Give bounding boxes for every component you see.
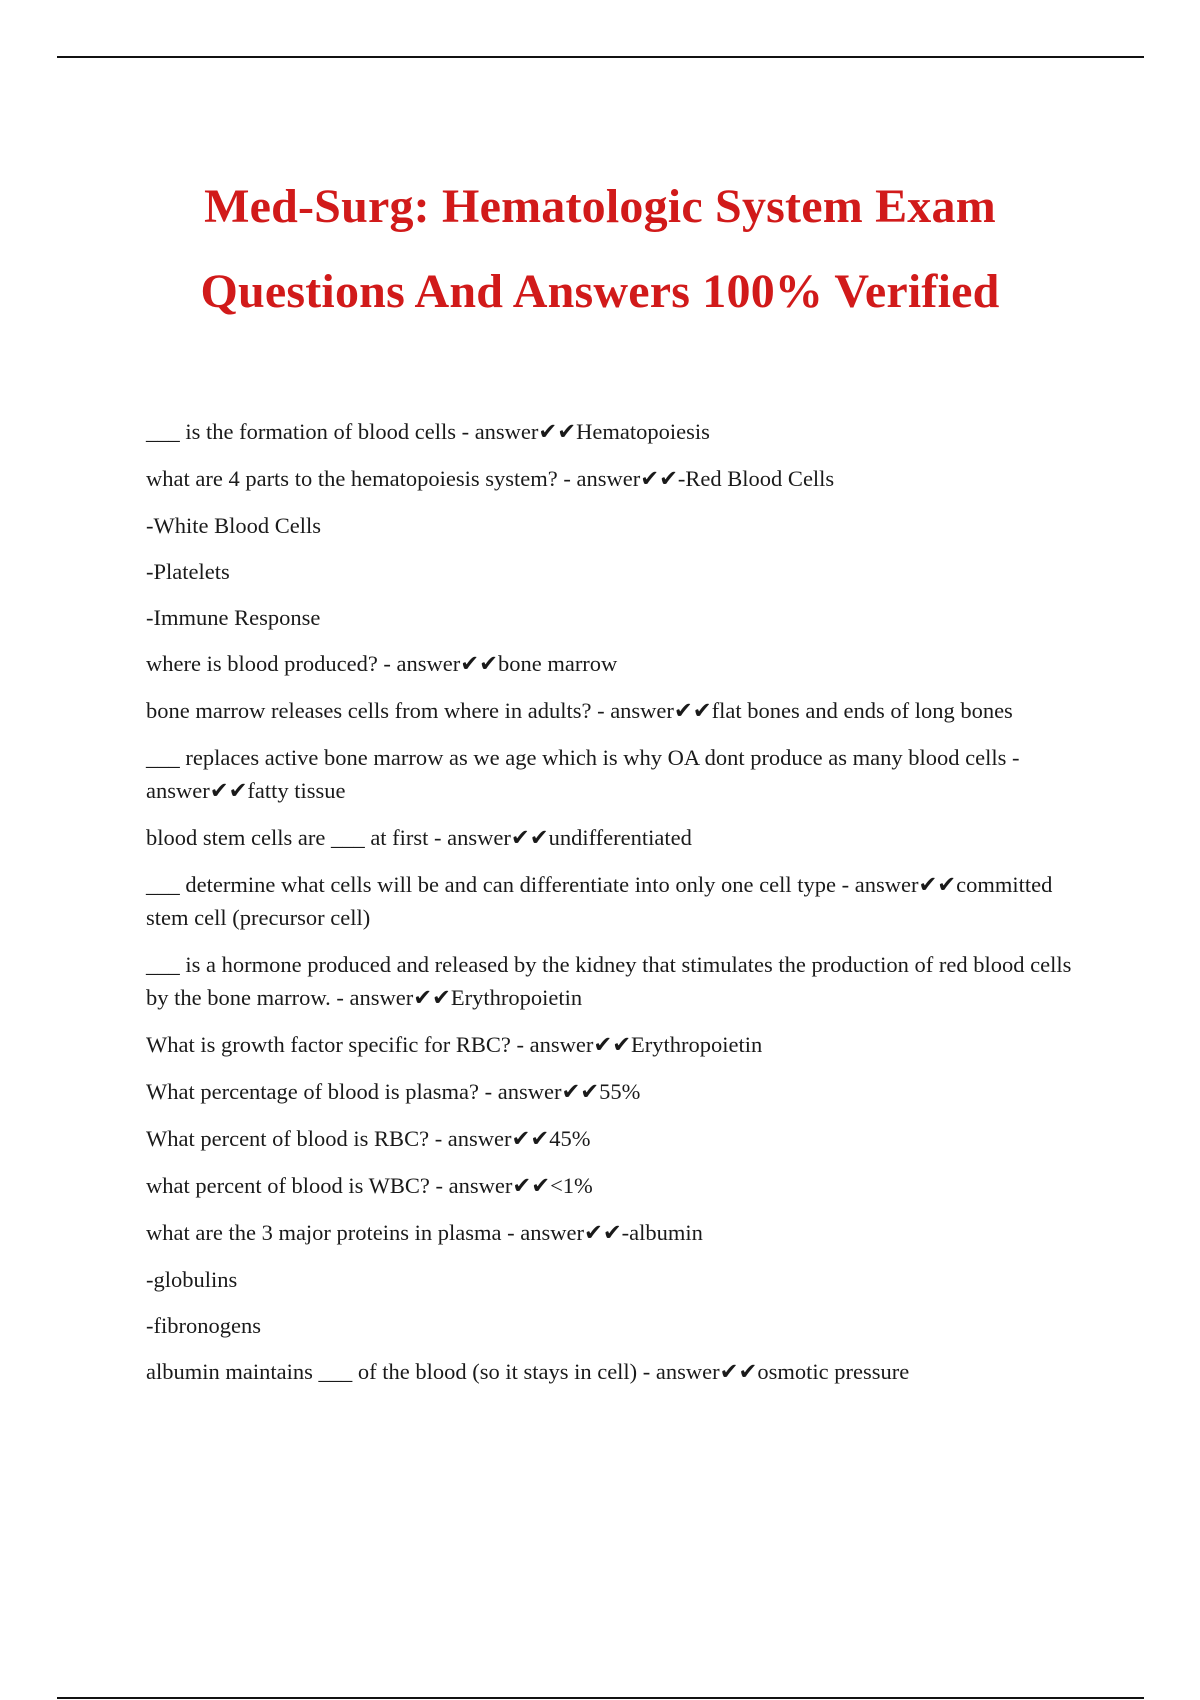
qa-paragraph: -globulins (146, 1267, 238, 1292)
qa-paragraph: ___ is a hormone produced and released by the kidney that stimulates the production of red blood cells by the bone marrow. - answer✔✔Erythropoietin (146, 952, 1072, 1010)
bottom-rule (57, 1697, 1144, 1699)
qa-paragraph: -White Blood Cells (146, 513, 321, 538)
qa-paragraph: What percentage of blood is plasma? - answer✔✔55% (146, 1079, 641, 1104)
qa-paragraph: ___ is the formation of blood cells - answer✔✔Hematopoiesis (146, 419, 710, 444)
qa-paragraph: what percent of blood is WBC? - answer✔✔<1% (146, 1173, 593, 1198)
qa-content (146, 415, 1096, 1402)
qa-paragraph: where is blood produced? - answer✔✔bone marrow (146, 651, 618, 676)
qa-paragraph: What percent of blood is RBC? - answer✔✔45% (146, 1126, 591, 1151)
qa-paragraph: -Platelets (146, 559, 230, 584)
qa-paragraph: -fibronogens (146, 1313, 261, 1338)
top-rule (57, 56, 1144, 58)
qa-paragraph: bone marrow releases cells from where in adults? - answer✔✔flat bones and ends of long bones (146, 698, 1013, 723)
qa-paragraph: what are 4 parts to the hematopoiesis system? - answer✔✔-Red Blood Cells (146, 466, 835, 491)
qa-paragraph: -Immune Response (146, 605, 321, 630)
document-title (0, 164, 1200, 334)
title-line-2: Questions And Answers 100% Verified (200, 265, 1000, 318)
qa-paragraph: blood stem cells are ___ at first - answer✔✔undifferentiated (146, 825, 692, 850)
qa-paragraph: ___ replaces active bone marrow as we age which is why OA dont produce as many blood cells - answer✔✔fatty tissue (146, 745, 1020, 803)
qa-paragraph: ___ determine what cells will be and can differentiate into only one cell type - answer✔✔committed stem cell (precursor cell) (146, 872, 1053, 930)
qa-paragraph: what are the 3 major proteins in plasma - answer✔✔-albumin (146, 1220, 703, 1245)
qa-paragraph: albumin maintains ___ of the blood (so it stays in cell) - answer✔✔osmotic pressure (146, 1359, 910, 1384)
qa-paragraph: What is growth factor specific for RBC? - answer✔✔Erythropoietin (146, 1032, 763, 1057)
title-line-1: Med-Surg: Hematologic System Exam (204, 180, 996, 233)
